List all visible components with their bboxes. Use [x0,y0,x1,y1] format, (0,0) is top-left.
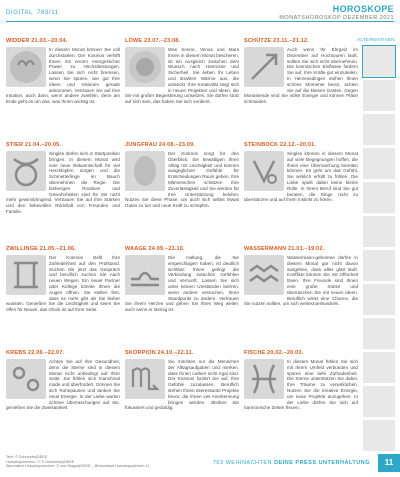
footer-section-label [213,460,370,466]
sign-text: In diesem Monat fühlen Sie sich mit Ihrem Umfeld verbunden und spüren eine tiefe Zufriedenheit. Die Sterne unterstützen Sie dabei, Ihre Träume zu verwirklichen. Nutzen Sie die kreative Energie, um neue Projekte anzugehen. In der Liebe dürfen Sie sich auf harmonische Zeiten freuen. [244,359,358,411]
sign-skorpion [125,350,239,450]
sign-title: KREBS 22.06.–22.07. [6,350,65,356]
sign-text: Was Sonne, Venus und Mars Ihnen in diesem Monat bescheren, ist ein Ausgleich zwischen dem Wunsch nach Harmonie und Sicherheit. Sie lieben Ihr Leben und strahlen Wärme aus, die ansteckt. Ihre Kreativität zeigt sich in neuen Projekten und Ideen, die Sie mit großer Begeisterung umsetzen. Sie dürfen stolz auf sich sein, das haben Sie sich verdient. [125,47,239,105]
sign-jungfrau [125,142,239,242]
alt-sign-thumb[interactable] [363,352,395,383]
sign-loewe [125,38,239,138]
cancer-illustration [6,359,46,399]
scorpio-illustration [125,359,165,399]
footer-section-main: DEINE PRESS UNTERHALTUNG [274,460,370,466]
sign-title: ZWILLINGE 21.05.–21.06. [6,246,77,252]
page-number: 11 [378,454,400,472]
sign-title: JUNGFRAU 24.08.–23.09. [125,142,196,148]
sign-text: Achten Sie auf Ihre Gesundheit, denn die Sterne sind in diesem Monat nicht unbedingt auf Ihrer Seite. Sie fühlen sich manchmal müde und überfordert. Gönnen Sie sich Ruhepausen und tanken Sie neue Energie. In der Liebe warten schöne Überraschungen auf Sie, genießen Sie die Zweisamkeit. [6,359,120,411]
sign-title: FISCHE 20.02.–20.03. [244,350,304,356]
sign-text: Singles dürfen sich in Startposition bringen. In diesem Monat wird eine neue Bekanntschaft für viel Herzklopfen sorgen und die Schmetterlinge im Bauch übernehmen die Regie. Die bisherigen Routinen und Gewohnheiten sind für Sie nicht mehr gewinnbringend. Vertrauen Sie auf Ihre Stärken und den liebevollen Rückhalt von Freunden und Familie. [6,151,120,214]
sign-text: Singles können in diesem Monat auf viele Begegnungen hoffen, die ihnen eine Überraschung bereiten können. Es geht um das Gefühl, Sie wirklich erfüllt zu fühlen. Die Liebe spielt dabei keine kleine Rolle. In Ihrem Beruf sind Sie gut beraten, die Dinge nicht zu überstürzen und auf Ihren Instinkt zu hören. [244,151,358,203]
page-title: HOROSKOPE [332,4,394,14]
alt-sign-thumb[interactable] [363,318,395,349]
alt-sign-thumb[interactable] [363,250,395,281]
alt-sign-thumb[interactable] [363,182,395,213]
sign-wassermann [244,246,358,346]
issue-number: 763/11 [37,10,59,16]
libra-illustration [125,255,165,295]
section-name: DIGITAL [6,10,33,16]
credit-line: Alternative Horoskopzeichen: © von Diagas|DEKE – Bücherkauf Horoskopzeichen 11 [6,464,150,469]
sign-text: Der Kosmos sorgt für den Überblick: Sie bewältigen Ihren Alltag mit Leichtigkeit und können ausgeglichen Gefühle für Entscheidungen Raum geben. Ihre Mitmenschen schätzen Ihre Zuverlässigkeit und Sie werden für Ihre Unterstützung belohnt. Nutzen Sie diese Phase, um auch sich selbst etwas Gutes zu tun und neue Kraft zu schöpfen. [125,151,239,209]
sign-text: Wassermann-geborene dürfen in diesem Monat gar nicht davon ausgehen, dass alles glatt läuft. Konflikte können Sie mit Offenheit lösen. Ihre Freunde sind Ihnen eine große Stütze und überraschen Sie mit neuen Ideen. Beruflich winkt eine Chance, die Sie nutzen sollten, um sich weiterzuentwickeln. [244,255,358,307]
page-subtitle: MONATSHOROSKOP DEZEMBER 2021 [279,15,394,21]
image-credits [6,455,166,469]
sign-title: SKORPION 24.10.–22.11. [125,350,194,356]
credit-line: Text: © Schneider|DEKE [6,455,48,459]
alt-sign-thumb[interactable] [363,46,395,77]
alt-sign-thumb[interactable] [363,420,395,451]
sign-schuetze [244,38,358,138]
sign-text: Die Haltung, die Sie eingeschlagen haben, ist deutlich sichtbar: Ihnen gelingt die Verbindung zwischen Gefühlen und Vernunft. Lassen Sie sich unter keinen Umständen beirren, wenn andere versuchen, Ihren Standpunkt zu ändern. Vertrauen Sie Ihrem Herzen und gehen Sie Ihren Weg weiter, auch wenn er steinig ist. [125,255,239,313]
credit-line: Horoskopzeichen: © © Hornbeam|DEKE [6,459,75,464]
alt-sign-thumb[interactable] [363,80,395,111]
sign-text: In diesem Monat können Sie voll durchstarten. Der Kosmos verhilft Ihnen mit enorm energetischer Power zu Höchstleistungen. Lassen Sie sich nicht bremsen, wenn Sie spüren, wie gut Ihre Ideen und Visionen gerade ankommen. Vertrauen Sie auf Ihre Intuition, auch dann, wenn andere zweifeln, denn am Ende geht es um das, was Ihnen wichtig ist. [6,47,120,105]
sign-title: WIDDER 21.03.–20.04. [6,38,68,44]
footer-section-prefix: 763 WEIHNACHTEN [212,460,273,466]
alt-sign-thumb[interactable] [363,386,395,417]
capricorn-illustration [244,151,284,191]
sign-text: Auch wenn Ihr Ehrgeiz im Dezember auf Hochtouren läuft, sollten Sie sich nicht übernehmen. Die kosmischen Einflüsse fordern Sie auf, Ihre Kräfte gut einzuteilen. In Herzensdingen stehen Ihnen schöne Momente bevor, achten Sie auf die kleinen Gesten. Gegen Monatsende sind Sie voller Energie und können Pläne schmieden. [244,47,358,105]
taurus-illustration [6,151,46,191]
sign-text: Sie möchten nur die Menschen der Alltagsaufgaben und merken, dass Ihnen Lieben nicht egal sind. Der Kosmos fordert Sie auf, Ihre Gefühle zuzulassen. Beruflich stehen Ihnen interessante Projekte bevor, die Ihnen viel Anerkennung bringen werden. Bleiben Sie fokussiert und geduldig. [125,359,239,411]
sign-title: WAAGE 24.09.–23.10. [125,246,185,252]
aries-illustration [6,47,46,87]
virgo-illustration [125,151,165,191]
sagittarius-illustration [244,47,284,87]
alt-sign-thumb[interactable] [363,216,395,247]
gemini-illustration [6,255,46,295]
leo-illustration [125,47,165,87]
sign-steinbock [244,142,358,242]
sign-title: WASSERMANN 21.01.–19.02. [244,246,325,252]
sign-stier [6,142,120,242]
sign-text: Der Kosmos stellt Ihre Zufriedenheit auf den Prüfstand. Suchen Sie jetzt das Gespräch und beruflich suchen Sie nach neuen Wegen. Ein neuer Partner oder Kollege könnte Ihnen die Augen öffnen. Sie stellen fest, dass es mehr gibt als Sie bisher wussten. Genießen Sie die Leichtigkeit und seien Sie offen für Neues, das Glück ist auf Ihrer Seite. [6,255,120,313]
page-header [6,4,394,22]
sign-widder [6,38,120,138]
sign-zwillinge [6,246,120,346]
section-label [6,10,59,16]
alt-sign-thumb[interactable] [363,148,395,179]
sign-krebs [6,350,120,450]
sign-title: STIER 21.04.–20.05. [6,142,62,148]
alt-sign-thumb[interactable] [363,284,395,315]
sidebar-title: ALTERNATIVEN [357,38,395,43]
sign-fische [244,350,358,450]
sign-title: LÖWE 23.07.–23.08. [125,38,181,44]
sign-title: SCHÜTZE 23.11.–21.12. [244,38,310,44]
alt-sign-thumb[interactable] [363,114,395,145]
aquarius-illustration [244,255,284,295]
pisces-illustration [244,359,284,399]
sign-title: STEINBOCK 22.12.–20.01. [244,142,317,148]
sign-waage [125,246,239,346]
alternatives-sidebar [357,38,395,454]
